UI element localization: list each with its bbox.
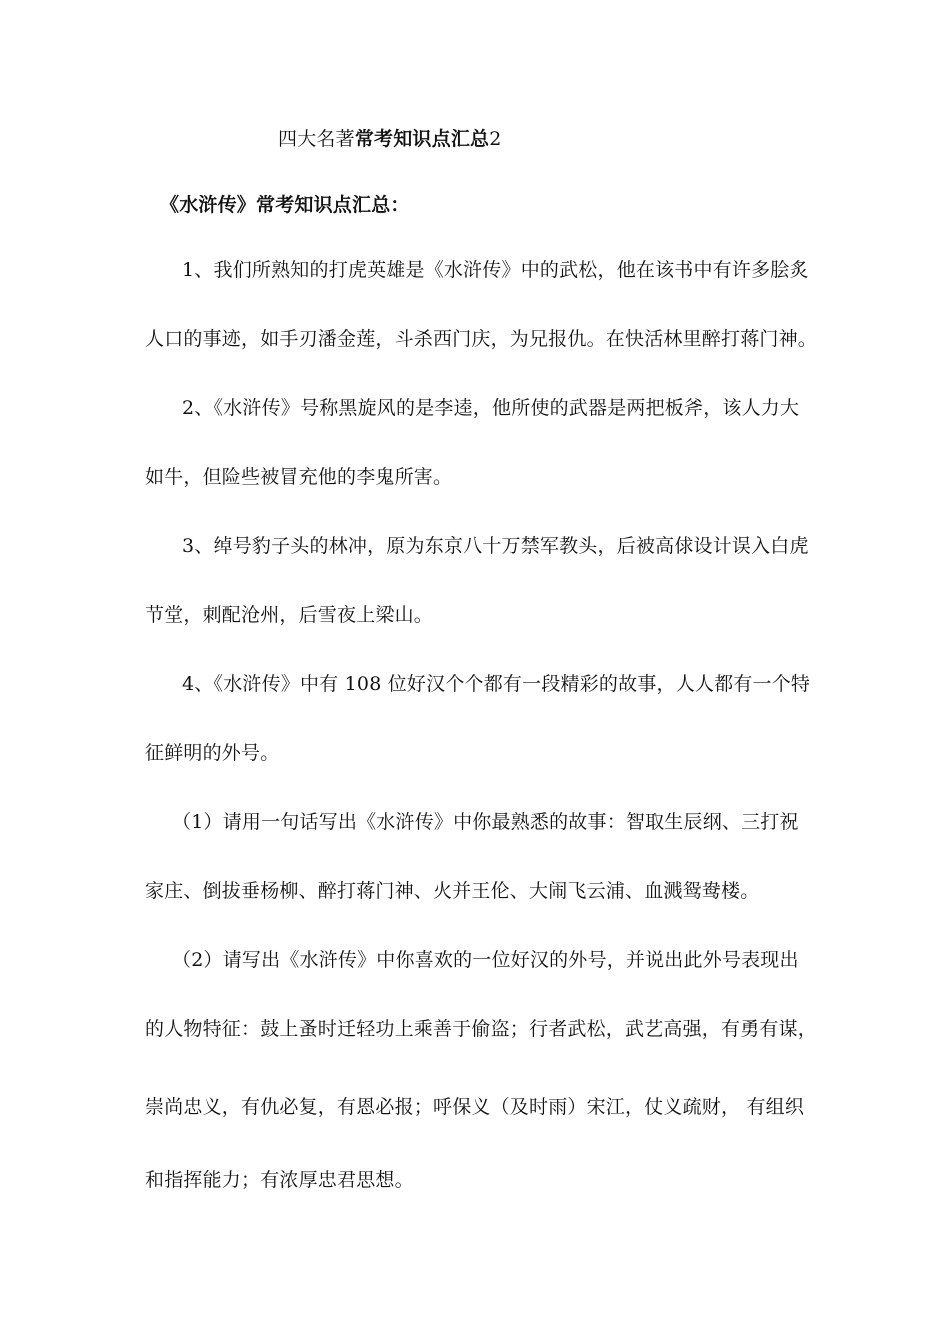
title-regular: 四大名著: [278, 128, 355, 150]
paragraph-3-line-1: 3、绰号豹子头的林冲，原为东京八十万禁军教头，后被高俅设计误入白虎: [182, 535, 809, 557]
paragraph-2-line-1: 2、《水浒传》号称黑旋风的是李逵，他所使的武器是两把板斧，该人力大: [182, 397, 800, 419]
question-2-line-1: （2）请写出《水浒传》中你喜欢的一位好汉的外号，并说出此外号表现出: [172, 949, 799, 971]
question-2-line-3: 崇尚忠义，有仇必复，有恩必报；呼保义（及时雨）宋江，仗义疏财， 有组织: [145, 1096, 805, 1118]
paragraph-2-line-2: 如牛，但险些被冒充他的李鬼所害。: [145, 466, 453, 488]
question-1-line-2: 家庄、倒拔垂杨柳、醉打蒋门神、火并王伦、大闹飞云浦、血溅鸳鸯楼。: [145, 880, 760, 902]
question-2-line-2: 的人物特征：鼓上蚤时迁轻功上乘善于偷盗；行者武松，武艺高强，有勇有谋，: [145, 1018, 818, 1040]
paragraph-1-line-1: 1、我们所熟知的打虎英雄是《水浒传》中的武松，他在该书中有许多脍炙: [182, 259, 809, 281]
paragraph-4-line-1: 4、《水浒传》中有 108 位好汉个个都有一段精彩的故事，人人都有一个特: [182, 673, 811, 695]
question-1-line-1: （1）请用一句话写出《水浒传》中你最熟悉的故事：智取生辰纲、三打祝: [172, 811, 799, 833]
paragraph-4-line-2: 征鲜明的外号。: [145, 742, 280, 764]
paragraph-3-line-2: 节堂，刺配沧州，后雪夜上梁山。: [145, 604, 434, 626]
page-title: [278, 127, 502, 151]
section-heading: 《水浒传》常考知识点汇总：: [160, 194, 410, 216]
question-2-line-4: 和指挥能力；有浓厚忠君思想。: [145, 1169, 414, 1191]
title-bold: 常考知识点汇总: [354, 128, 490, 150]
title-number: 2: [489, 128, 502, 150]
paragraph-1-line-2: 人口的事迹，如手刃潘金莲，斗杀西门庆，为兄报仇。在快活林里醉打蒋门神。: [145, 328, 818, 350]
